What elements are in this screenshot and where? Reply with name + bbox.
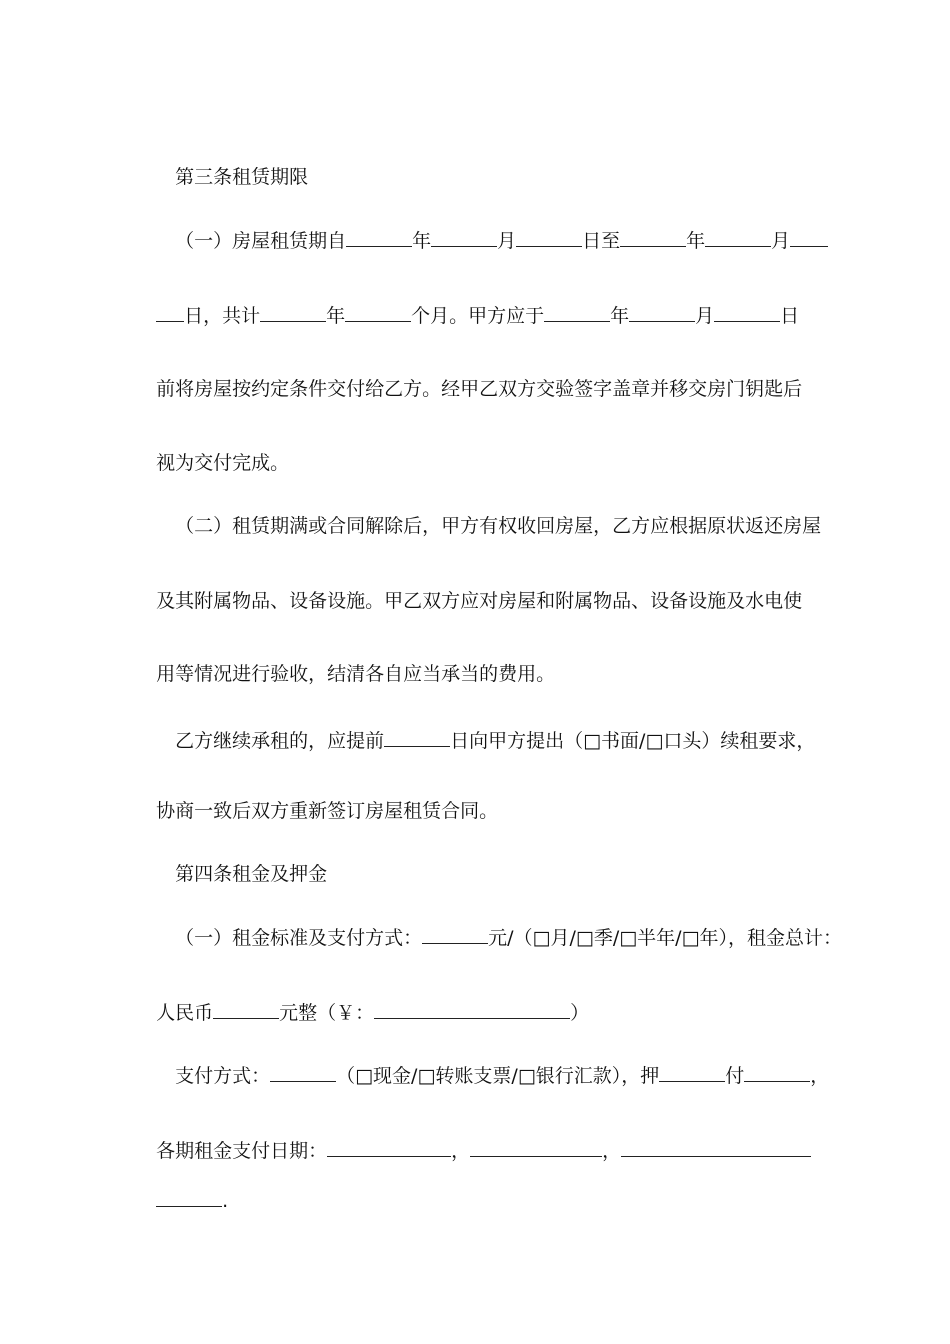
text-segment: ）: [570, 1002, 590, 1024]
paragraph-line: [144, 424, 289, 476]
paragraph-line: [163, 1035, 829, 1089]
text-segment: 年: [686, 230, 706, 252]
fill-blank[interactable]: [346, 226, 412, 247]
fill-blank[interactable]: [790, 226, 828, 247]
fill-blank[interactable]: [516, 226, 582, 247]
fill-blank[interactable]: [431, 226, 497, 247]
text-segment: ，: [810, 1065, 830, 1087]
fill-blank[interactable]: [544, 301, 610, 322]
text-segment: 月: [497, 230, 517, 252]
text-segment: 日: [780, 305, 800, 327]
fill-blank[interactable]: [629, 301, 695, 322]
text-segment: 协商一致后双方重新签订房屋租赁合同。: [156, 800, 499, 822]
paragraph-line: [144, 350, 802, 402]
text-segment: 第三条租赁期限: [175, 166, 309, 188]
fill-blank[interactable]: [156, 301, 184, 322]
text-segment: 元整（￥：: [279, 1002, 375, 1024]
text-segment: 视为交付完成。: [156, 452, 290, 474]
text-segment: 年: [326, 305, 346, 327]
text-segment: （□现金/□转账支票/□银行汇款），押: [336, 1065, 660, 1087]
text-segment: 第四条租金及押金: [175, 863, 328, 885]
text-segment: 日至: [582, 230, 621, 252]
paragraph-line: [144, 972, 589, 1026]
paragraph-line: [163, 897, 842, 951]
article-3-heading: [163, 138, 308, 190]
text-segment: 日向甲方提出（□书面/□口头）续租要求，: [450, 730, 816, 752]
fill-blank[interactable]: [156, 1186, 222, 1207]
paragraph-line: [144, 1160, 228, 1214]
text-segment: 用等情况进行验收，结清各自应当承当的费用。: [156, 663, 556, 685]
text-segment: 月: [771, 230, 791, 252]
text-segment: 年: [412, 230, 432, 252]
fill-blank[interactable]: [744, 1061, 810, 1082]
paragraph-line: [163, 487, 821, 539]
text-segment: ，: [451, 1140, 471, 1162]
paragraph-line: [144, 635, 555, 687]
paragraph-line: [144, 772, 498, 824]
text-segment: 年: [610, 305, 630, 327]
paragraph-line: [163, 200, 828, 254]
fill-blank[interactable]: [374, 998, 570, 1019]
text-segment: 月: [695, 305, 715, 327]
fill-blank[interactable]: [327, 1136, 451, 1157]
text-segment: ，: [602, 1140, 622, 1162]
text-segment: 个月。甲方应于: [411, 305, 545, 327]
fill-blank[interactable]: [422, 923, 488, 944]
text-segment: 前将房屋按约定条件交付给乙方。经甲乙双方交验签字盖章并移交房门钥匙后: [156, 378, 803, 400]
fill-blank[interactable]: [620, 226, 686, 247]
text-segment: 乙方继续承租的，应提前: [175, 730, 385, 752]
text-segment: 日，共计: [184, 305, 261, 327]
fill-blank[interactable]: [260, 301, 326, 322]
fill-blank[interactable]: [659, 1061, 725, 1082]
fill-blank[interactable]: [345, 301, 411, 322]
fill-blank[interactable]: [470, 1136, 602, 1157]
text-segment: 及其附属物品、设备设施。甲乙双方应对房屋和附属物品、设备设施及水电使: [156, 590, 803, 612]
paragraph-line: [144, 562, 802, 614]
text-segment: 元/（□月/□季/□半年/□年），租金总计：: [488, 927, 843, 949]
paragraph-line: [144, 1110, 811, 1164]
fill-blank[interactable]: [270, 1061, 336, 1082]
text-segment: （一）房屋租赁期自: [175, 230, 347, 252]
text-segment: 支付方式：: [175, 1065, 271, 1087]
text-segment: 付: [725, 1065, 745, 1087]
text-segment: 各期租金支付日期：: [156, 1140, 328, 1162]
fill-blank[interactable]: [621, 1136, 811, 1157]
paragraph-line: [144, 275, 799, 329]
fill-blank[interactable]: [384, 726, 450, 747]
text-segment: （一）租金标准及支付方式：: [175, 927, 423, 949]
paragraph-line: [163, 700, 815, 754]
text-segment: 人民币: [156, 1002, 214, 1024]
article-4-heading: [163, 835, 327, 887]
text-segment: （二）租赁期满或合同解除后，甲方有权收回房屋，乙方应根据原状返还房屋: [175, 515, 822, 537]
fill-blank[interactable]: [714, 301, 780, 322]
text-segment: .: [222, 1190, 229, 1212]
fill-blank[interactable]: [705, 226, 771, 247]
fill-blank[interactable]: [213, 998, 279, 1019]
